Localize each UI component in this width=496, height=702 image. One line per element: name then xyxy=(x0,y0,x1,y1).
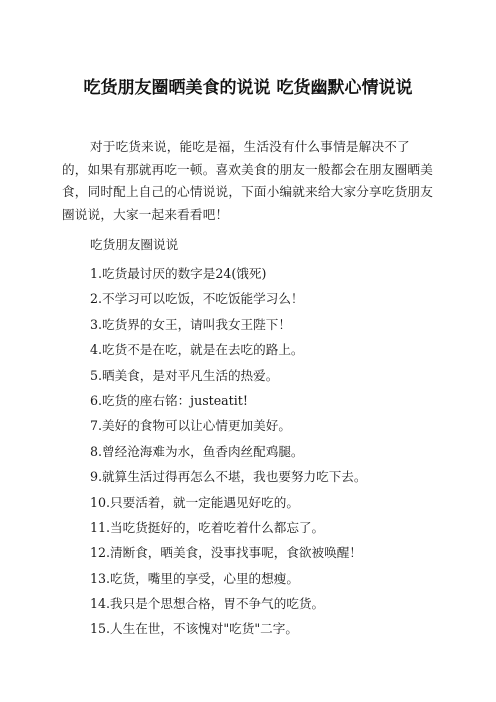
intro-paragraph: 对于吃货来说，能吃是福，生活没有什么事情是解决不了的，如果有那就再吃一顿。喜欢美食的朋友一般都会在朋友圈晒美食，同时配上自己的心情说说，下面小编就来给大家分享吃货朋友圈说说，大家一起来看看吧！ xyxy=(62,139,434,222)
list-item: 8.曾经沧海难为水，鱼香肉丝配鸡腿。 xyxy=(90,443,304,459)
list-item: 2.不学习可以吃饭，不吃饭能学习么！ xyxy=(90,291,304,307)
list-item: 14.我只是个思想合格，胃不争气的吃货。 xyxy=(90,596,325,612)
list-item: 5.晒美食，是对平凡生活的热爱。 xyxy=(90,367,279,383)
list-item: 15.人生在世，不该愧对"吃货"二字。 xyxy=(90,621,298,637)
document-title: 吃货朋友圈晒美食的说说 吃货幽默心情说说 xyxy=(83,78,413,98)
list-item: 4.吃货不是在吃，就是在去吃的路上。 xyxy=(90,342,304,358)
quote-list xyxy=(90,261,430,642)
list-item: 7.美好的食物可以让心情更加美好。 xyxy=(90,418,291,434)
list-item: 6.吃货的座右铭：justeatit! xyxy=(90,392,248,408)
list-item: 13.吃货，嘴里的享受，心里的想瘦。 xyxy=(90,570,299,586)
list-item: 10.只要活着，就一定能遇见好吃的。 xyxy=(90,494,299,510)
list-item: 11.当吃货挺好的，吃着吃着什么都忘了。 xyxy=(90,519,325,535)
list-item: 12.清断食，晒美食，没事找事呢，食欲被唤醒！ xyxy=(90,545,362,561)
list-item: 3.吃货界的女王，请叫我女王陛下！ xyxy=(90,316,291,332)
section-heading: 吃货朋友圈说说 xyxy=(90,237,179,252)
list-item: 9.就算生活过得再怎么不堪，我也要努力吃下去。 xyxy=(90,469,367,485)
list-item: 1.吃货最讨厌的数字是24(饿死) xyxy=(90,266,267,281)
